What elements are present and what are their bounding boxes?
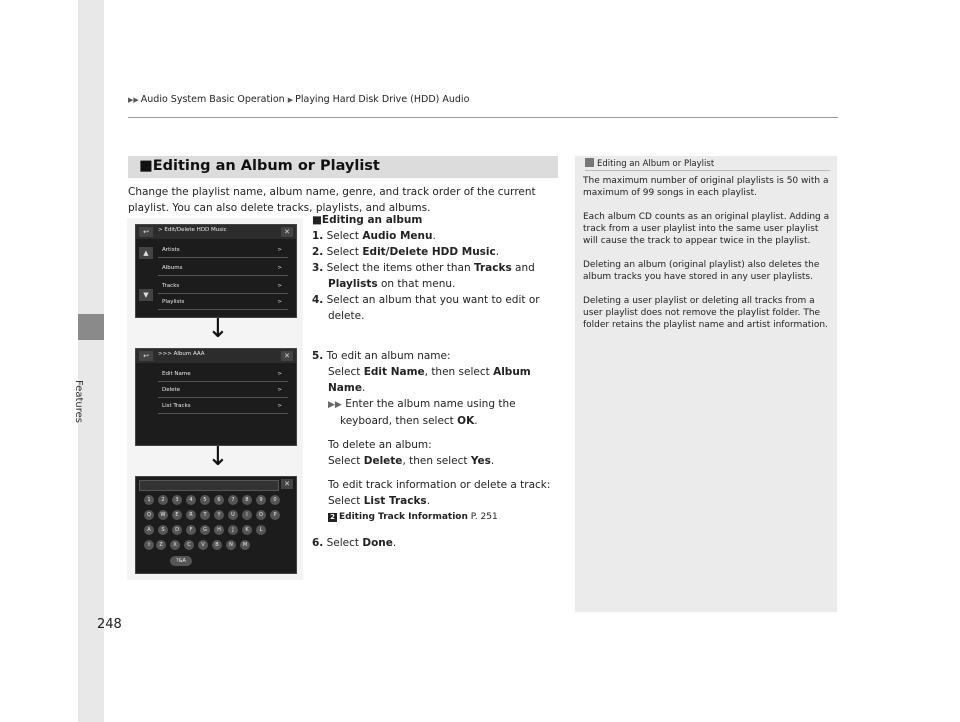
key-g: G xyxy=(200,525,210,535)
key-2: 2 xyxy=(158,495,168,505)
header-rule xyxy=(128,117,838,118)
key-q: Q xyxy=(144,510,154,520)
key-d: D xyxy=(172,525,182,535)
key-u: U xyxy=(228,510,238,520)
substep-arrow-icon: ▶▶ xyxy=(328,400,342,410)
key-j: J xyxy=(228,525,238,535)
close-icon: ✕ xyxy=(281,351,293,361)
shift-icon: ⇧ xyxy=(144,540,154,550)
side-tab-marker xyxy=(78,314,104,340)
intro-text: Change the playlist name, album name, genre, and track order of the current playlist. You can also delete tracks, playlists, and albums. xyxy=(128,186,536,214)
key-6: 6 xyxy=(214,495,224,505)
note-title: Editing an Album or Playlist xyxy=(585,158,714,169)
key-k: K xyxy=(242,525,252,535)
breadcrumb-item: Audio System Basic Operation xyxy=(140,94,285,105)
screen-keyboard xyxy=(135,476,297,574)
step-5-select: Select Edit Name, then select Album Name. xyxy=(328,366,531,394)
mode-key: ?&A xyxy=(170,556,192,566)
note-rule xyxy=(585,170,830,171)
key-z: Z xyxy=(156,540,166,550)
key-w: W xyxy=(158,510,168,520)
step-1: 1. Select Audio Menu. xyxy=(312,230,436,242)
key-i: I xyxy=(242,510,252,520)
key-y: Y xyxy=(214,510,224,520)
key-c: C xyxy=(184,540,194,550)
key-8: 8 xyxy=(242,495,252,505)
key-v: V xyxy=(198,540,208,550)
note-paragraph: The maximum number of original playlists is 50 with a maximum of 99 songs in each playlist. xyxy=(583,176,829,198)
key-b: B xyxy=(212,540,222,550)
steps xyxy=(312,212,560,551)
breadcrumb-arrow-icon: ▶ xyxy=(287,96,294,104)
screen-title: >>> Album AAA xyxy=(158,351,205,357)
key-f: F xyxy=(186,525,196,535)
step-6: 6. Select Done. xyxy=(312,537,397,549)
note-paragraph: Deleting a user playlist or deleting all tracks from a user playlist does not remove the playlist folder. The folder retains the playlist name and artist information. xyxy=(583,296,828,330)
step-5: 5. To edit an album name: xyxy=(312,350,451,362)
keyboard xyxy=(136,477,296,573)
screen-title: > Edit/Delete HDD Music xyxy=(158,227,227,233)
page-number: 248 xyxy=(97,617,122,632)
delete-select: Select Delete, then select Yes. xyxy=(328,455,495,467)
down-arrow-icon: ↓ xyxy=(207,442,229,472)
key-m: M xyxy=(240,540,250,550)
note-body xyxy=(583,175,833,343)
close-icon: ✕ xyxy=(281,479,293,489)
breadcrumb-arrow-icon: ▶▶ xyxy=(128,96,139,104)
step-3: 3. Select the items other than Tracks and Playlists on that menu. xyxy=(312,262,535,290)
note-paragraph: Each album CD counts as an original playlist. Adding a track from a user playlist into the same user playlist will cause the track to appear twice in the playlist. xyxy=(583,212,830,246)
key-h: H xyxy=(214,525,224,535)
step-2: 2. Select Edit/Delete HDD Music. xyxy=(312,246,500,258)
cross-reference-link[interactable]: 2 Editing Track Information P. 251 xyxy=(312,509,560,525)
screen-edit-delete-hdd-music xyxy=(135,224,297,318)
key-3: 3 xyxy=(172,495,182,505)
reference-icon: 2 xyxy=(328,513,337,522)
down-icon: ▼ xyxy=(139,289,153,301)
menu-item: Playlists > xyxy=(158,295,288,310)
up-icon: ▲ xyxy=(139,247,153,259)
step-5-substep: ▶▶ Enter the album name using the keyboard, then select OK. xyxy=(328,398,516,427)
track-lead: To edit track information or delete a track: xyxy=(328,479,551,491)
key-t: T xyxy=(200,510,210,520)
menu-item: Delete > xyxy=(158,383,288,398)
key-1: 1 xyxy=(144,495,154,505)
key-7: 7 xyxy=(228,495,238,505)
back-icon: ↩ xyxy=(139,351,153,361)
track-select: Select List Tracks. xyxy=(328,495,431,507)
menu-item: Artists > xyxy=(158,243,288,258)
delete-lead: To delete an album: xyxy=(328,439,432,451)
key-o: O xyxy=(256,510,266,520)
note-icon xyxy=(585,158,594,167)
key-n: N xyxy=(226,540,236,550)
side-tab-label: Features xyxy=(73,380,84,423)
menu-item: Edit Name > xyxy=(158,367,288,382)
back-icon: ↩ xyxy=(139,227,153,237)
key-e: E xyxy=(172,510,182,520)
menu-item: List Tracks > xyxy=(158,399,288,414)
screen-album xyxy=(135,348,297,446)
key-l: L xyxy=(256,525,266,535)
key-x: X xyxy=(170,540,180,550)
menu-item: Tracks > xyxy=(158,279,288,294)
section-title: ■Editing an Album or Playlist xyxy=(139,158,380,174)
note-paragraph: Deleting an album (original playlist) also deletes the album tracks you have stored in any user playlists. xyxy=(583,260,820,282)
key-9: 9 xyxy=(256,495,266,505)
key-p: P xyxy=(270,510,280,520)
screenshots-panel xyxy=(127,218,303,580)
key-s: S xyxy=(158,525,168,535)
side-tab xyxy=(78,0,104,722)
key-a: A xyxy=(144,525,154,535)
steps-heading: ■Editing an album xyxy=(312,214,423,226)
key-4: 4 xyxy=(186,495,196,505)
breadcrumb xyxy=(128,94,469,105)
close-icon: ✕ xyxy=(281,227,293,237)
step-4: 4. Select an album that you want to edit or delete. xyxy=(312,294,540,322)
key-r: R xyxy=(186,510,196,520)
key-5: 5 xyxy=(200,495,210,505)
breadcrumb-item: Playing Hard Disk Drive (HDD) Audio xyxy=(295,94,470,105)
down-arrow-icon: ↓ xyxy=(207,314,229,344)
key-0: 0 xyxy=(270,495,280,505)
menu-item: Albums > xyxy=(158,261,288,276)
